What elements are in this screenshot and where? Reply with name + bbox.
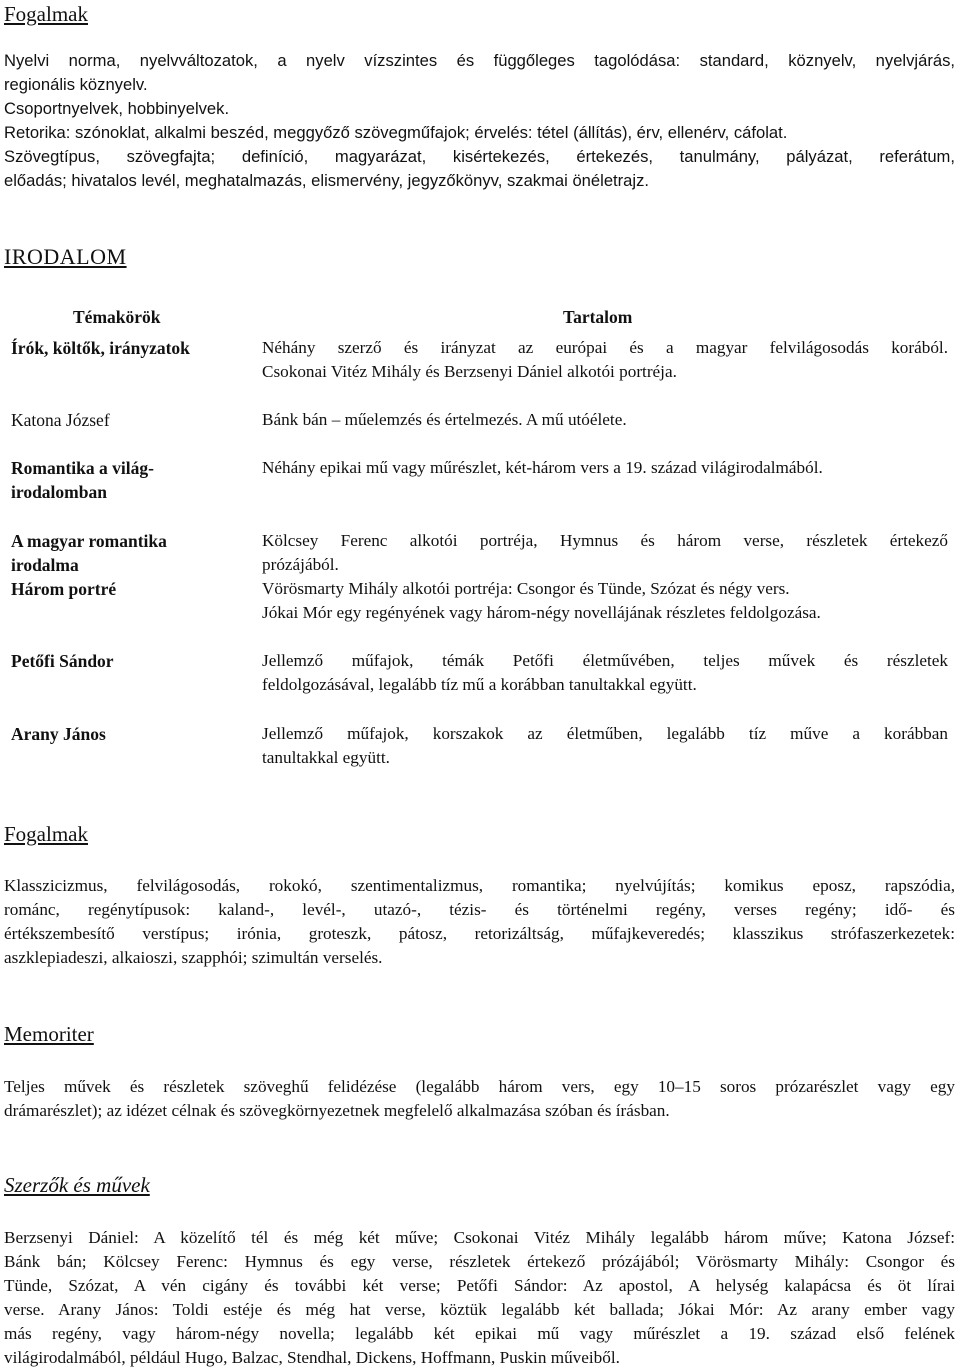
text-line: Teljes művek és részletek szöveghű felidézése (legalább három vers, egy 10–15 soros prózarészlet vagy egy (4, 1077, 955, 1096)
topic-line: Romantika a világ- (11, 458, 154, 478)
content-cell (262, 456, 948, 480)
topic-line: irodalma (11, 555, 79, 575)
content-line: Bánk bán – műelemzés és értelmezés. A mű utóélete. (262, 410, 627, 429)
text-line: aszklepiadeszi, alkaioszi, szapphói; szimultán verselés. (4, 948, 383, 967)
text-line: Tünde, Szózat, A vén cigány és további két verse; Petőfi Sándor: Az apostol, A helység kalapácsa és öt lírai (4, 1276, 955, 1295)
section-heading-fogalmak: Fogalmak (4, 822, 88, 846)
text-line: Klasszicizmus, felvilágosodás, rokokó, szentimentalizmus, romantika; nyelvújítás; komikus eposz, rapszódia, (4, 876, 955, 895)
content-line: Jellemző műfajok, témák Petőfi életművében, teljes művek és részletek (262, 651, 948, 670)
text-line: más regény, vagy három-négy novella; legalább két epikai mű vagy műrészlet a 19. század első felének (4, 1324, 955, 1343)
text-line: előadás; hivatalos levél, meghatalmazás, elismervény, jegyzőkönyv, szakmai önéletrajz. (4, 171, 650, 190)
text-line: Nyelvi norma, nyelvváltozatok, a nyelv vízszintes és függőleges tagolódása: standard, köznyelv, nyelvjárás, (4, 51, 955, 70)
content-line: tanultakkal együtt. (262, 748, 390, 767)
topic-line: Katona József (11, 410, 110, 430)
topic-line: Három portré (11, 579, 117, 599)
text-line: Szövegtípus, szövegfajta; definíció, magyarázat, kisértekezés, értekezés, tanulmány, pályázat, referátum, (4, 147, 955, 166)
szerzok-paragraph (4, 1226, 955, 1370)
content-line: Kölcsey Ferenc alkotói portréja, Hymnus és három verse, részletek értekező (262, 531, 948, 550)
content-line: Jókai Mór egy regényének vagy három-négy novellájának részletes feldolgozása. (262, 603, 821, 622)
content-cell (262, 529, 948, 625)
topic-line: Írók, költők, irányzatok (11, 338, 190, 358)
content-line: Néhány szerző és irányzat az európai és a magyar felvilágosodás korából. (262, 338, 948, 357)
section-heading-szerzok: Szerzők és művek (4, 1173, 150, 1197)
topic-cell (11, 529, 236, 601)
topic-line: Arany János (11, 724, 106, 744)
topic-line: A magyar romantika (11, 531, 167, 551)
topic-cell (11, 408, 236, 432)
content-line: Néhány epikai mű vagy műrészlet, két-három vers a 19. század világirodalmából. (262, 458, 823, 477)
topic-line: irodalomban (11, 482, 107, 502)
memoriter-paragraph (4, 1075, 955, 1123)
topic-cell (11, 722, 236, 746)
section-heading-fogalmak: Fogalmak (4, 2, 88, 26)
text-line: drámarészlet); az idézet célnak és szövegkörnyezetnek megfelelő alkalmazása szóban és írásban. (4, 1101, 670, 1120)
content-line: Vörösmarty Mihály alkotói portréja: Csongor és Tünde, Szózat és négy vers. (262, 579, 790, 598)
column-header-topics: Témakörök (73, 307, 161, 327)
text-line: Berzsenyi Dániel: A közelítő tél és még két műve; Csokonai Vitéz Mihály legalább három műve; Katona József: (4, 1228, 955, 1247)
content-line: feldolgozásával, legalább tíz mű a korábban tanultakkal együtt. (262, 675, 697, 694)
text-line: Csoportnyelvek, hobbinyelvek. (4, 99, 230, 118)
content-line: Csokonai Vitéz Mihály és Berzsenyi Dániel alkotói portréja. (262, 362, 677, 381)
section-heading-memoriter: Memoriter (4, 1022, 94, 1046)
content-line: prózájából. (262, 555, 339, 574)
text-line: világirodalmából, például Hugo, Balzac, Stendhal, Dickens, Hoffmann, Puskin műveiből. (4, 1348, 620, 1367)
text-line: Bánk bán; Kölcsey Ferenc: Hymnus és egy verse, részletek értekező prózájából; Vörösmarty Mihály: Csongor és (4, 1252, 955, 1271)
text-line: románc, regénytípusok: kaland-, levél-, utazó-, tézis- és történelmi regény, verses regény; idő- és (4, 900, 955, 919)
topic-cell (11, 649, 236, 673)
content-cell (262, 649, 948, 697)
fogalmak-literature-paragraph (4, 874, 955, 970)
topic-cell (11, 336, 236, 360)
content-cell (262, 722, 948, 770)
fogalmak-language-paragraph (4, 49, 955, 193)
topic-cell (11, 456, 236, 504)
content-line: Jellemző műfajok, korszakok az életműben, legalább tíz műve a korábban (262, 724, 948, 743)
text-line: Retorika: szónoklat, alkalmi beszéd, meggyőző szövegműfajok; érvelés: tétel (állítás), érv, ellenérv, cáfolat. (4, 123, 788, 142)
text-line: értékszembesítő verstípus; irónia, groteszk, pátosz, retorizáltság, műfajkeveredés; klasszikus strófaszerkezetek: (4, 924, 955, 943)
column-header-content: Tartalom (563, 307, 633, 327)
irodalom-heading: IRODALOM (4, 244, 127, 269)
topic-line: Petőfi Sándor (11, 651, 114, 671)
content-cell (262, 336, 948, 384)
content-cell (262, 408, 948, 432)
text-line: regionális köznyelv. (4, 75, 148, 94)
text-line: verse. Arany János: Toldi estéje és még hat verse, köztük legalább két ballada; Jókai Mór: Az arany ember vagy (4, 1300, 955, 1319)
